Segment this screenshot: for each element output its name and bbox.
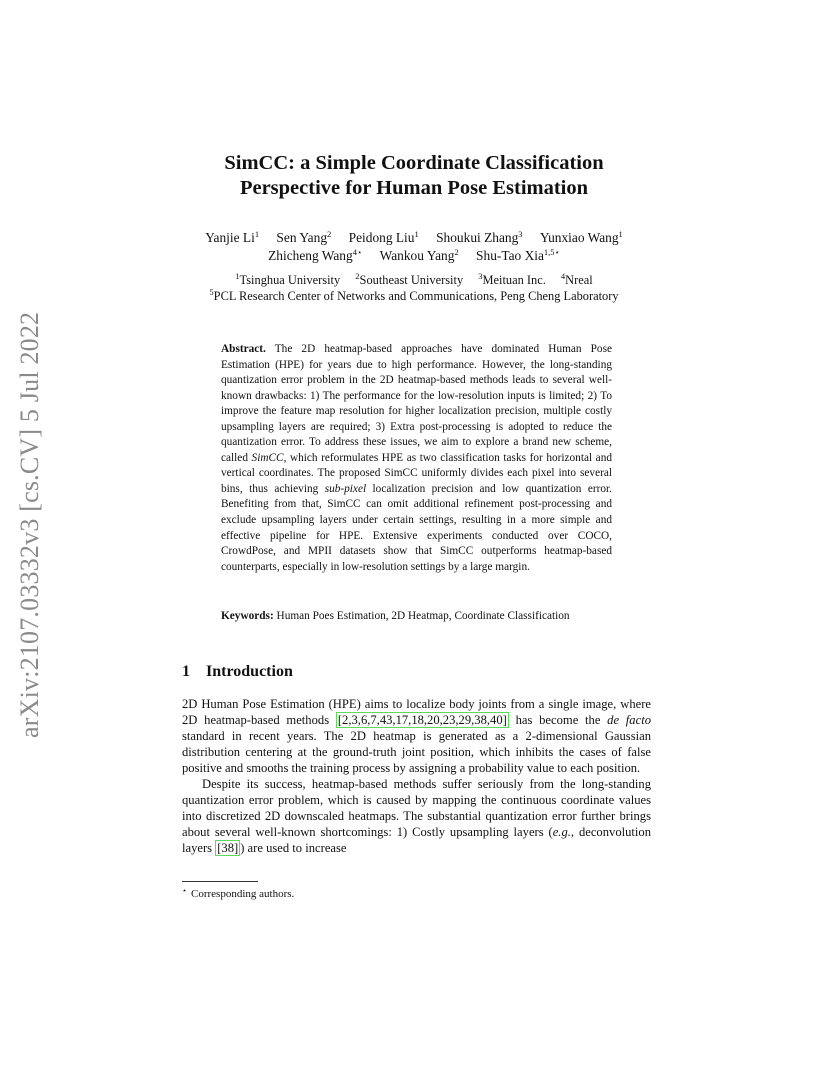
paper-title — [120, 151, 708, 201]
section-title: Introduction — [206, 663, 293, 680]
author-row-1 — [120, 229, 708, 247]
abstract-text: The 2D heatmap-based approaches have dominated Human Pose Estimation (HPE) for years due to high performance. However, the long-standing quantization error problem in the 2D heatmap-based methods leads to several well-known drawbacks: 1) The performance for the low-resolution inputs is limited; 2) To improve the feature map resolution for higher localization precision, multiple costly upsampling layers are required; 3) Extra post-processing is adopted to reduce the quantization error. To address these issues, we aim to explore a brand new scheme, called — [221, 343, 612, 464]
footnote-divider — [182, 881, 258, 882]
paragraph: Despite its success, heatmap-based methods suffer seriously from the long-standing quantization error problem, which is caused by mapping the continuous coordinate values into discretized 2D downscaled heatmaps. The substantial quantization error further brings about several well-known shortcomings: 1) Costly upsampling layers (e.g., deconvolution layers [38] ) are used to increase — [182, 776, 651, 855]
title-line-1: SimCC: a Simple Coordinate Classification — [224, 152, 604, 174]
section-heading — [182, 663, 293, 681]
abstract-label: Abstract. — [221, 343, 266, 355]
author-row-2 — [120, 247, 708, 265]
author: Peidong Liu$^1$ — [348, 229, 419, 245]
footnote-text: Corresponding authors. — [191, 888, 295, 900]
footnote — [182, 886, 294, 900]
author: Yanjie Li$^1$ — [205, 229, 260, 245]
affiliation-row-2 — [120, 286, 708, 305]
abstract — [221, 342, 612, 575]
author: Shoukui Zhang$^3$ — [436, 229, 523, 245]
author: Wankou Yang$^2$ — [379, 247, 459, 263]
affiliations — [120, 273, 708, 304]
paragraph: 2D Human Pose Estimation (HPE) aims to localize body joints from a single image, where 2D heatmap-based methods [2,3,6,7,43,17,18,20,23,29,38,40] has become the de facto standard in recent years. The 2D heatmap is generated as a 2-dimensional Gaussian distribution centering at the ground-truth joint position, which inhibits the cases of false positive and smooths the training process by assigning a probability value to each position. — [182, 697, 651, 775]
keywords-label: Keywords: — [221, 610, 274, 622]
author: Shu-Tao Xia$^{1,5⋆}$ — [476, 247, 560, 263]
citation-link[interactable]: [2,3,6,7,43,17,18,20,23,29,38,40] — [337, 712, 507, 727]
author: Zhicheng Wang$^{4⋆}$ — [268, 247, 363, 263]
section-number: 1 — [182, 663, 190, 680]
affiliation-row-1 — [120, 273, 708, 289]
affiliation: $^5$PCL Research Center of Networks and Communications, Peng Cheng Laboratory — [209, 286, 619, 303]
affiliation: $^2$Southeast University — [355, 271, 464, 287]
footnote-mark: ⋆ — [182, 886, 188, 895]
affiliation: $^3$Meituan Inc. — [478, 271, 546, 287]
author: Yunxiao Wang$^1$ — [539, 229, 623, 245]
author-list — [120, 229, 708, 265]
body-text — [182, 697, 651, 857]
affiliation: $^1$Tsinghua University — [235, 271, 341, 287]
keywords-text: Human Poes Estimation, 2D Heatmap, Coordinate Classification — [273, 610, 570, 622]
title-line-2: Perspective for Human Pose Estimation — [239, 177, 589, 199]
citation-link[interactable]: [38] — [217, 840, 239, 855]
abstract-text: localization precision and low quantization error. Benefiting from that, SimCC can omit additional refinement post-processing and exclude upsampling layers under certain settings, resulting in a more simple and effective pipeline for HPE. Extensive experiments conducted over COCO, CrowdPose, and MPII datasets show that SimCC outperforms heatmap-based counterparts, especially in low-resolution settings by a large margin. — [221, 482, 613, 573]
abstract-italic: SimCC — [251, 451, 284, 464]
arxiv-identifier: arXiv:2107.03332v3 [cs.CV] 5 Jul 2022 — [15, 311, 44, 739]
abstract-italic: sub-pixel — [324, 482, 367, 495]
author: Sen Yang$^2$ — [276, 229, 332, 245]
abstract-text: , which reformulates HPE as two classification tasks for horizontal and vertical coordinates. The proposed SimCC uniformly divides each pixel into several bins, thus achieving — [221, 451, 612, 495]
keywords — [221, 609, 612, 625]
affiliation: $^4$Nreal — [560, 271, 593, 287]
